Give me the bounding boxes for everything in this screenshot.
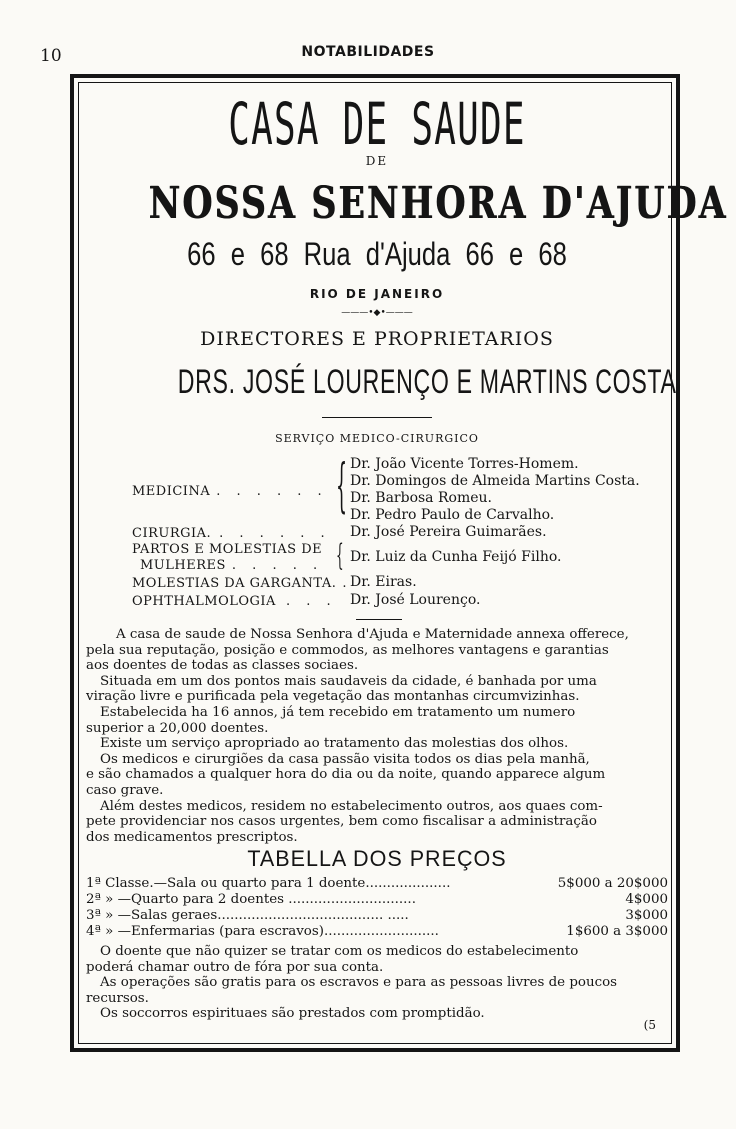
ornament-divider: ———•◆•——— (341, 308, 413, 318)
body-text: A casa de saude de Nossa Senhora d'Ajuda e Maternidade annexa offerece, pela sua reputação, posição e commodos, as melhores vantagens e garantias aos doentes de todas as classes sociaes. Situada em um dos pontos mais saudaveis da cidade, é banhada por uma viração livre e purificada pela vegetação das montanhas circumvizinhas. Estabelecida ha 16 annos, já tem recebido em tratamento um numero superior a 20,000 doentes. Existe um serviço apropriado ao tratamento das molestias dos olhos. Os medicos e cirurgiões da casa passão visita todos os dias pela manhã, e são chamados a qualquer hora do dia ou da noite, quando apparece algum caso grave. Além destes medicos, residem no estabelecimento outros, aos quaes com- pete providenciar nos casos urgentes, bem como fiscalisar a administração dos medicamentos prescriptos. (86, 627, 629, 845)
brace: { (336, 538, 344, 573)
page-number: 10 (40, 46, 62, 66)
section-cirurgia: CIRURGIA. . . . . . . (132, 526, 331, 541)
doctor-name: Dr. Barbosa Romeu. (350, 490, 492, 506)
doctor-name: Dr. Domingos de Almeida Martins Costa. (350, 473, 640, 489)
section-ophthalmologia: OPHTHALMOLOGIA . . . (132, 594, 337, 609)
doctor-name: Dr. José Lourenço. (350, 592, 481, 608)
ad-city: RIO DE JANEIRO (309, 287, 445, 301)
doctor-name: Dr. João Vicente Torres-Homem. (350, 456, 579, 472)
directors-names: DRS. JOSÉ LOURENÇO E MARTINS COSTA (177, 363, 677, 401)
doctor-name: Dr. Pedro Paulo de Carvalho. (350, 507, 555, 523)
ad-title: CASA DE SAUDE (228, 90, 526, 158)
footnote-marker: (5 (643, 1018, 656, 1032)
service-heading: SERVIÇO MEDICO-CIRURGICO (275, 432, 479, 445)
price-table-title: TABELLA DOS PREÇOS (247, 846, 507, 871)
brace: { (336, 451, 348, 519)
ad-title-de: DE (365, 154, 389, 168)
doctor-name: Dr. Eiras. (350, 574, 417, 590)
doctor-name: Dr. José Pereira Guimarães. (350, 524, 547, 540)
running-title: NOTABILIDADES (301, 44, 435, 60)
advertisement: CASA DE SAUDE DE NOSSA SENHORA D'AJUDA 66 e 68 Rua d'Ajuda 66 e 68 RIO DE JANEIRO ———•◆•——— DIRECTORES E PROPRIETARIOS DRS. JOSÉ LOURENÇO E MARTINS COSTA SERVIÇO MEDICO-CIRURGICO MEDICINA . . . . . . { Dr. João Vicente Torres-Homem. Dr. Domingos de Almeida Martins Costa. Dr. Barbosa Romeu. Dr. Pedro Paulo de Carvalho. CIRURGIA. . . . . . . Dr. José Pereira Guimarães. PARTOS E MOLESTIAS DE MULHERES . . . . . { Dr. Luiz da Cunha Feijó Filho. MOLESTIAS DA GARGANTA. . Dr. Eiras. OPHTHALMOLOGIA . . . Dr. José Lourenço. A casa de saude de Nossa Senhora d'Ajuda e Maternidade annexa offerece, pela sua reputação, posição e commodos, as melhores vantagens e garantias aos doentes de todas as classes sociaes. Situada em um dos pontos mais saudaveis da cidade, é banhada por uma viração livre e purificada pela vegetação das montanhas circumvizinhas. Estabelecida ha 16 annos, já tem recebido em tratamento um numero superior a 20,000 doentes. Existe um serviço apropriado ao tratamento das molestias dos olhos. Os medicos e cirurgiões da casa passão visita todos os dias pela manhã, e são chamados a qualquer hora do dia ou da noite, quando apparece algum caso grave. Além destes medicos, residem no estabelecimento outros, aos quaes com- pete providenciar nos casos urgentes, bem como fiscalisar a administração dos medicamentos prescriptos. TABELLA DOS PREÇOS 1ª Classe.—Sala ou quarto para 1 doente.................... 5$000 a 20$000 2ª » —Quarto para 2 doentes .............................. 4$000 3ª » —Salas geraes....................................... ..... 3$000 4ª » —Enfermarias (para escravos)........................... 1$600 a 3$000 O doente que não quizer se tratar com os medicos do estabelecimento poderá chamar outro de fóra por sua conta. As operações são gratis para os escravos e para as pessoas livres de poucos recursos. Os soccorros espirituaes são prestados com promptidão. (5 (86, 90, 728, 1032)
section-partos: PARTOS E MOLESTIAS DE (132, 542, 323, 557)
section-garganta: MOLESTIAS DA GARGANTA. . (132, 576, 348, 591)
divider-rule (356, 619, 402, 620)
ad-name: NOSSA SENHORA D'AJUDA (148, 178, 728, 229)
closing-text: O doente que não quizer se tratar com os medicos do estabelecimento poderá chamar outro de fóra por sua conta. As operações são gratis para os escravos e para as pessoas livres de poucos recursos. Os soccorros espirituaes são prestados com promptidão. (86, 944, 618, 1022)
divider-rule (322, 417, 432, 418)
ad-address: 66 e 68 Rua d'Ajuda 66 e 68 (187, 236, 567, 272)
doctor-name: Dr. Luiz da Cunha Feijó Filho. (350, 549, 562, 565)
directors-label: DIRECTORES E PROPRIETARIOS (200, 328, 554, 350)
section-partos-cont: MULHERES . . . . . (140, 558, 324, 573)
section-medicina: MEDICINA . . . . . . (132, 484, 328, 499)
